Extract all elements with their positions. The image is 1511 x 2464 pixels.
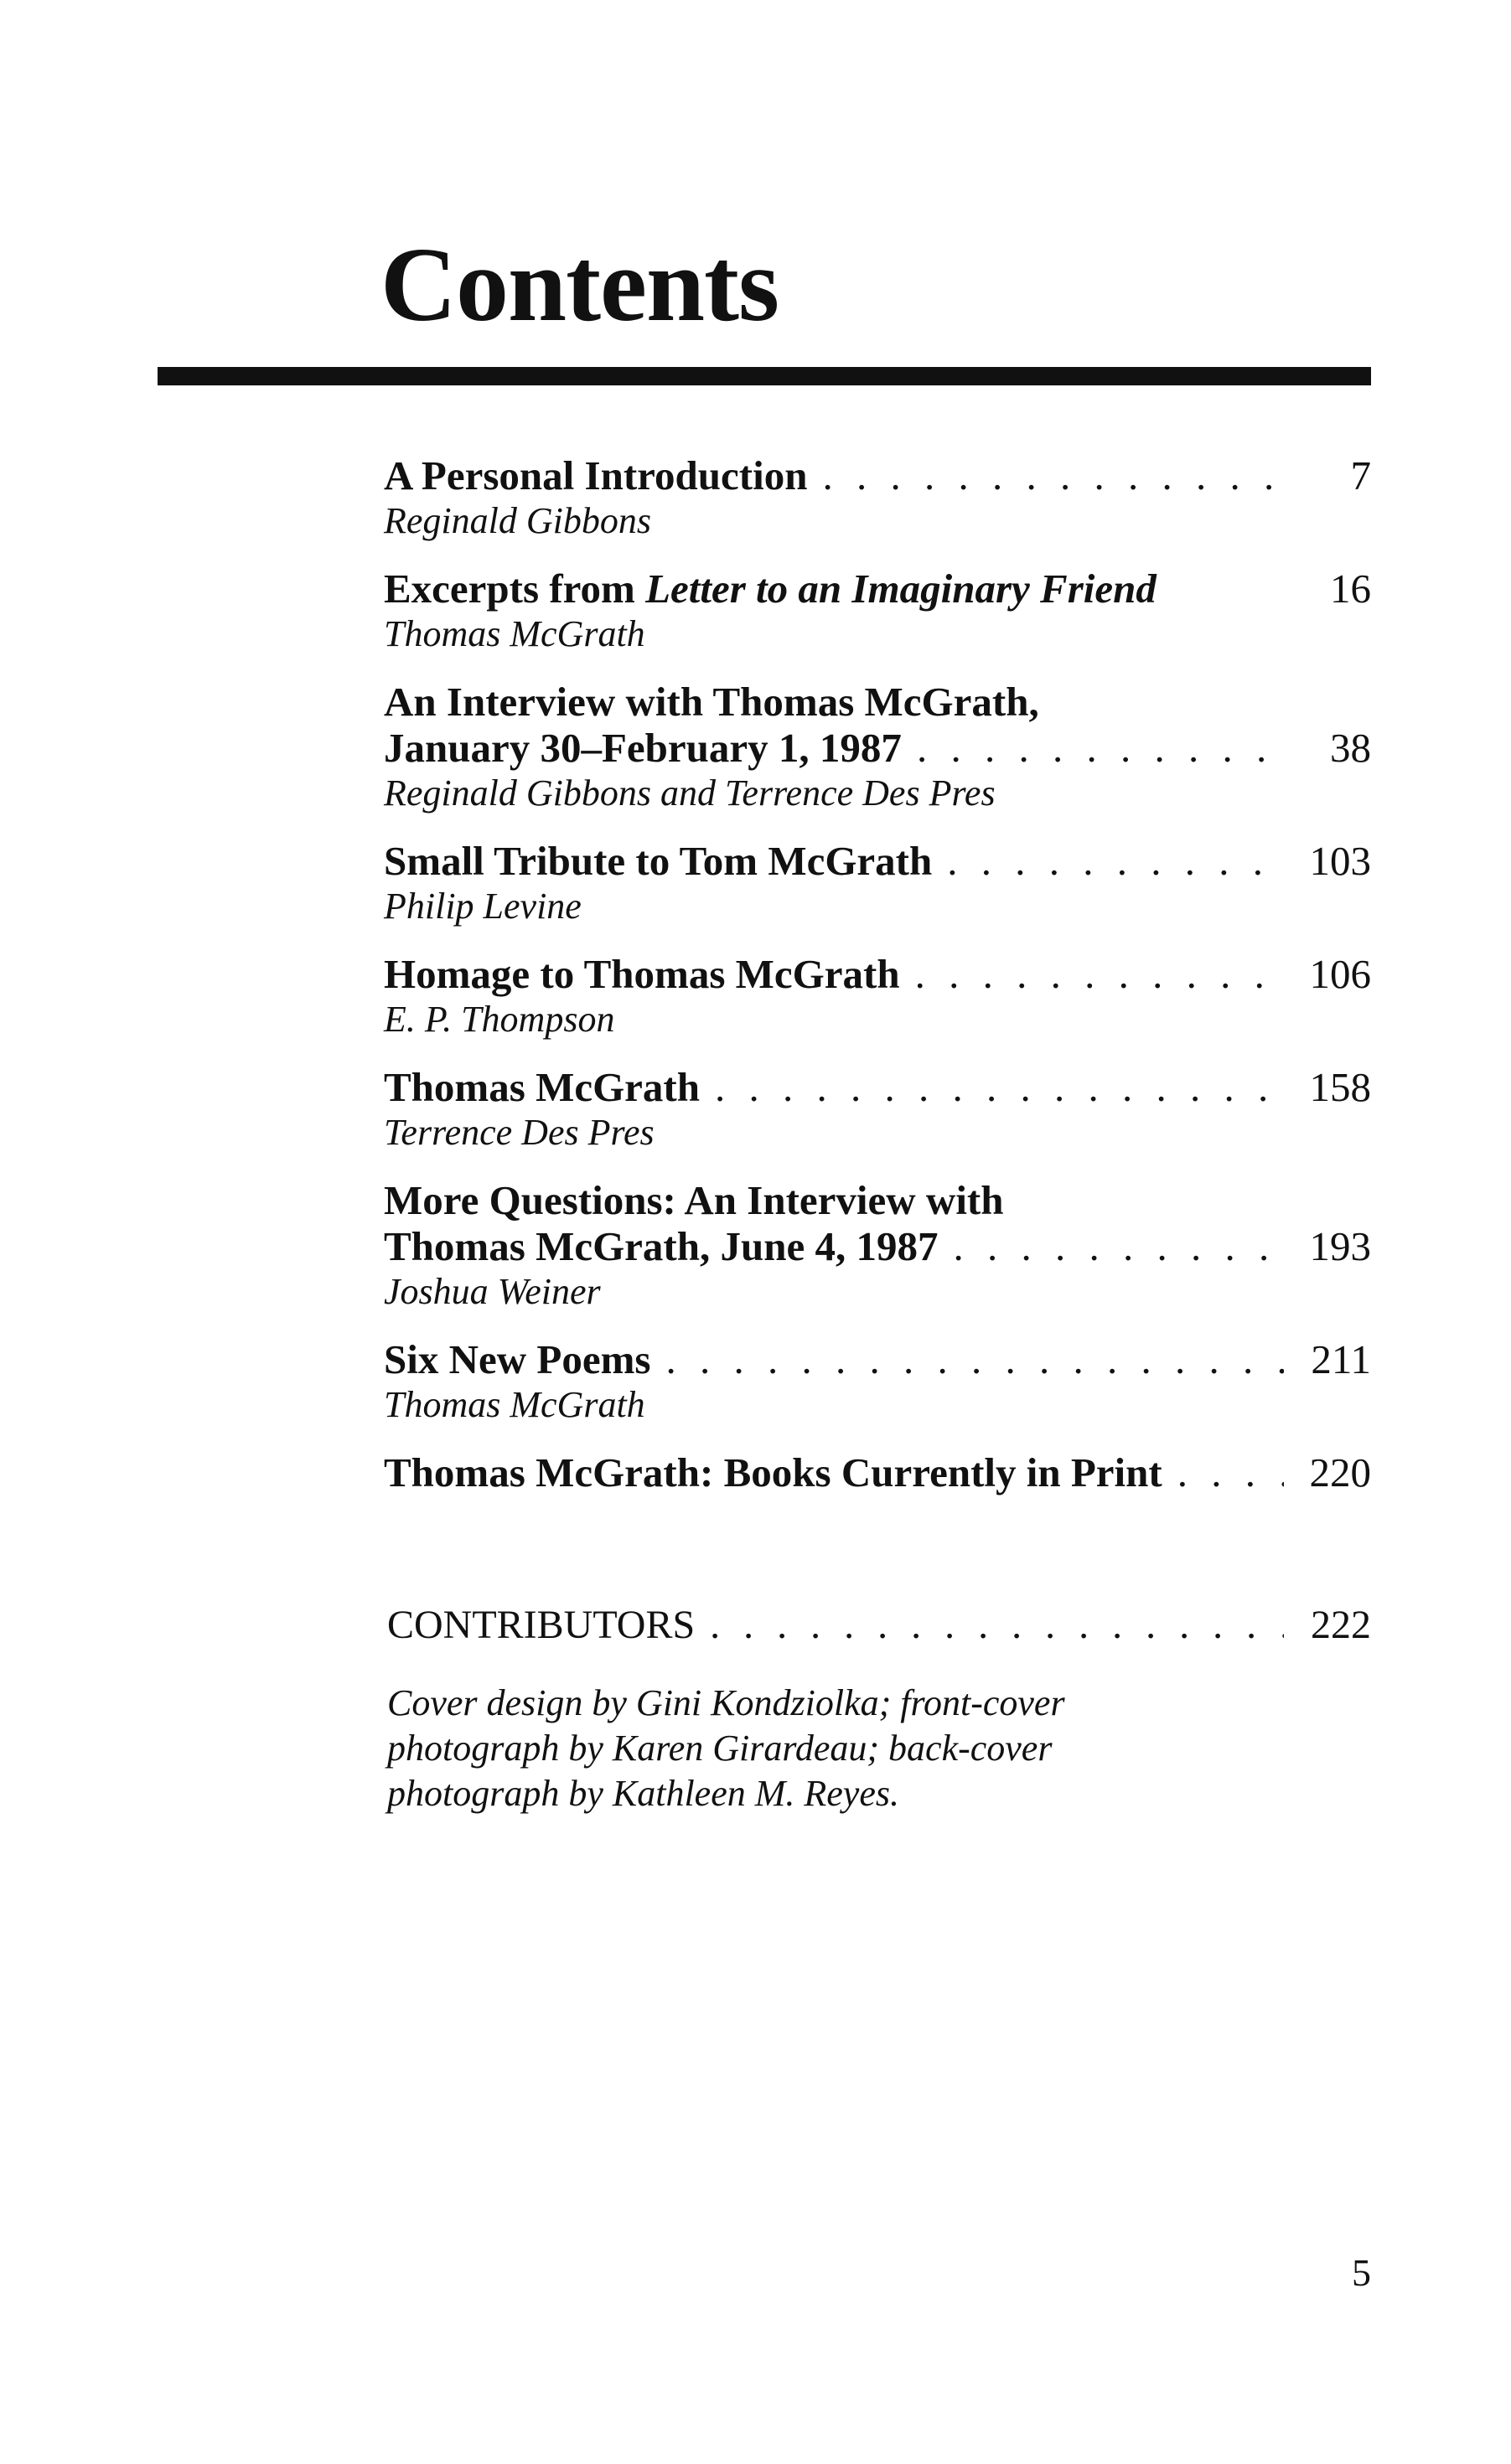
- entry-title-line-2: January 30–February 1, 1987: [384, 725, 902, 771]
- entry-title: Thomas McGrath: Books Currently in Print: [384, 1449, 1162, 1495]
- toc-entry-six-new-poems[interactable]: [384, 1336, 1371, 1428]
- toc-entry-excerpts-letter[interactable]: [384, 566, 1371, 657]
- entry-title: Small Tribute to Tom McGrath: [384, 838, 933, 884]
- contributors-label: CONTRIBUTORS: [387, 1603, 696, 1647]
- dot-leader: [954, 1223, 1285, 1269]
- dot-leader: [665, 1336, 1284, 1382]
- credits-line: photograph by Karen Girardeau; back-cover: [387, 1728, 1053, 1769]
- dot-leader: [1177, 1449, 1284, 1495]
- toc-entry-interview-1987[interactable]: [384, 679, 1371, 816]
- dot-leader: [715, 1064, 1284, 1110]
- dot-leader: [710, 1602, 1284, 1649]
- dot-leader: [915, 951, 1284, 997]
- entry-page-number: 103: [1309, 838, 1371, 884]
- toc-entry-small-tribute[interactable]: [384, 838, 1371, 929]
- toc-entry-more-questions[interactable]: [384, 1177, 1371, 1315]
- toc-entry-homage[interactable]: [384, 951, 1371, 1042]
- toc-entry-thomas-mcgrath[interactable]: [384, 1064, 1371, 1155]
- title-rule: [158, 367, 1371, 385]
- toc-entry-books-in-print[interactable]: [384, 1449, 1371, 1495]
- entry-title: Six New Poems: [384, 1336, 651, 1382]
- entry-title: A Personal Introduction: [384, 452, 808, 498]
- entry-page-number: 222: [1311, 1603, 1371, 1647]
- entry-title: Thomas McGrath: [384, 1064, 700, 1110]
- table-of-contents: [384, 452, 1371, 1517]
- entry-page-number: 106: [1309, 951, 1371, 997]
- entry-page-number: 16: [1330, 566, 1371, 612]
- toc-entry-contributors[interactable]: [387, 1602, 1371, 1649]
- entry-author: Joshua Weiner: [384, 1271, 601, 1312]
- credits-line: Cover design by Gini Kondziolka; front-cover: [387, 1682, 1065, 1723]
- entry-author: Terrence Des Pres: [384, 1112, 655, 1153]
- toc-entry-personal-introduction[interactable]: [384, 452, 1371, 544]
- entry-page-number: 193: [1309, 1223, 1371, 1269]
- entry-title-line-1: An Interview with Thomas McGrath,: [384, 679, 1039, 725]
- entry-title: [384, 566, 1157, 612]
- entry-author: Reginald Gibbons and Terrence Des Pres: [384, 772, 996, 814]
- entry-author: Reginald Gibbons: [384, 500, 651, 541]
- entry-title-line-1: More Questions: An Interview with: [384, 1177, 1004, 1223]
- dot-leader: [917, 725, 1284, 771]
- page-number: 5: [1352, 2251, 1371, 2294]
- entry-page-number: 38: [1330, 725, 1371, 771]
- entry-author: Thomas McGrath: [384, 613, 645, 654]
- entry-page-number: 220: [1309, 1449, 1371, 1495]
- credits-line: photograph by Kathleen M. Reyes.: [387, 1773, 899, 1814]
- entry-page-number: 7: [1350, 452, 1371, 498]
- entry-page-number: 211: [1311, 1336, 1371, 1382]
- dot-leader: [947, 838, 1284, 884]
- dot-leader: [822, 452, 1284, 498]
- entry-page-number: 158: [1309, 1064, 1371, 1110]
- entry-title-line-2: Thomas McGrath, June 4, 1987: [384, 1223, 939, 1269]
- entry-author: E. P. Thompson: [384, 999, 615, 1040]
- entry-author: Thomas McGrath: [384, 1384, 645, 1425]
- entry-title-prefix: Excerpts from: [384, 566, 646, 612]
- entry-title: Homage to Thomas McGrath: [384, 951, 900, 997]
- cover-credits: [387, 1681, 1141, 1816]
- page-title: Contents: [380, 227, 779, 344]
- entry-author: Philip Levine: [384, 886, 582, 927]
- entry-title-work: Letter to an Imaginary Friend: [645, 566, 1157, 612]
